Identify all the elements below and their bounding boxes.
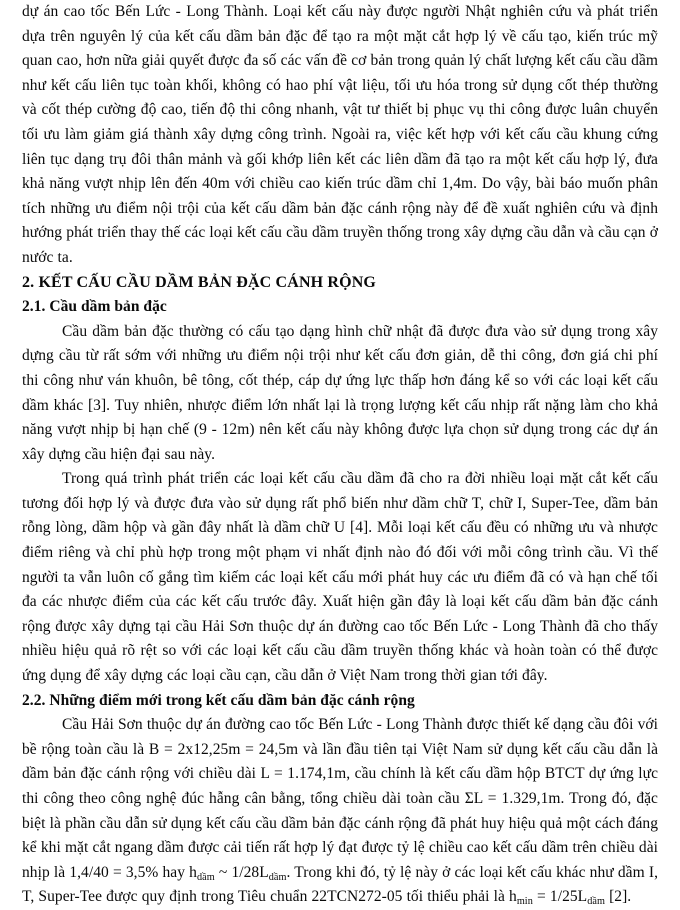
heading-section-2-1: 2.1. Cầu dầm bản đặc (22, 298, 167, 316)
subscript-h-dam: dầm (196, 871, 215, 883)
final-par-part1: Cầu Hải Sơn thuộc dự án đường cao tốc Bến Lức - Long Thành được thiết kế dạng cầu đôi với bề rộng toàn cầu là B = 2x12,25m = 24,5m và lần đầu tiên tại Việt Nam sử dụng kết cấu cầu dẫn là dầm bản đặc cánh rộng với chiều dài L = 1.174,1m, cầu chính là kết cấu dầm hộp BTCT dự ứng lực thi công theo công nghệ đúc hẫng cân bằng, tổng chiều dài toàn cầu (22, 716, 658, 807)
final-par-part2: Trong đó, đặc biệt là phần cầu dẫn sử dụng kết cấu cầu dầm bản đặc cánh rộng đã phát huy hiệu quả một cách đáng kể khi mặt cắt ngang dầm được cải tiến rất hợp lý đạt được tỷ lệ chiều cao kết cấu dầm trên chiều dài nhịp là 1,4/40 = 3,5% hay h (22, 790, 658, 881)
heading-section-2-2: 2.2. Những điểm mới trong kết cấu dầm bản đặc cánh rộng (22, 691, 415, 709)
final-par-part5: = 1/25L (532, 888, 588, 906)
paragraph-qua-trinh-phat-trien: Trong quá trình phát triển các loại kết cấu cầu dầm đã cho ra đời nhiều loại mặt cắt kết cấu tương đối hợp lý và được đưa vào sử dụng rất phổ biến như dầm chữ T, chữ I, Super-Tee, dầm bản rỗng lòng, dầm hộp và gần đây nhất là dầm chữ U [4]. Mỗi loại kết cấu đều có những ưu và nhược điểm riêng và chỉ phù hợp trong một phạm vi nhất định nào đó đối với mỗi công trình cầu. Vì thế người ta vẫn luôn cố gắng tìm kiếm các loại kết cấu mới phát huy các ưu điểm đã có và hạn chế tối đa các nhược điểm của các kết cấu trước đây. Xuất hiện gần đây là loại kết cấu dầm bản đặc cánh rộng được xây dựng tại cầu Hải Sơn thuộc dự án đường cao tốc Bến Lức - Long Thành đã cho thấy nhiều hiệu quả rõ rệt so với các loại kết cấu cầu dầm truyền thống khác và hoàn toàn có thể được ứng dụng để xây dựng các loại cầu cạn, cầu dẫn ở Việt Nam trong thời gian tới đây. (22, 470, 658, 685)
heading-section-2: 2. KẾT CẤU CẦU DẦM BẢN ĐẶC CÁNH RỘNG (22, 273, 376, 291)
final-par-sigma-length: ΣL = 1.329,1m. (464, 790, 565, 807)
paragraph-cau-hai-son (22, 713, 658, 910)
paragraph-cau-dam-ban-dac: Cầu dầm bản đặc thường có cấu tạo dạng hình chữ nhật đã được đưa vào sử dụng trong xây dựng cầu từ rất sớm với những ưu điểm nội trội như kết cấu đơn giản, dễ thi công, đơn giá chi phí thi công như ván khuôn, bê tông, cốt thép, cáp dự ứng lực thấp hơn đáng kể so với các loại kết cấu dầm khác [3]. Tuy nhiên, nhược điểm lớn nhất lại là trọng lượng kết cấu nhịp rất nặng làm cho khả năng vượt nhịp bị hạn chế (9 - 12m) nên kết cấu này không được lựa chọn sử dụng trong các dự án xây dựng cầu hiện đại sau này. (22, 322, 658, 463)
subscript-h-min: min (516, 896, 533, 908)
final-par-part3: ~ 1/28L (214, 863, 269, 881)
paragraph-intro-continued: dự án cao tốc Bến Lức - Long Thành. Loại kết cấu này được người Nhật nghiên cứu và phát triển dựa trên nguyên lý của kết cấu dầm bản đặc để tạo ra một mặt cắt hợp lý về cấu tạo, kiến trúc mỹ quan cao, hơn nữa giải quyết được đa số các vấn đề cơ bản trong quản lý chất lượng kết cấu cầu dầm như kết cấu liên tục toàn khối, không có hao phí vật liệu, tối ưu hóa trong sử dụng cốt thép thường và cốt thép cường độ cao, tiến độ thi công nhanh, vật tư thiết bị phục vụ thi công được luân chuyển tối ưu làm giảm giá thành xây dựng công trình. Ngoài ra, việc kết hợp với kết cấu cầu khung cứng liên tục dạng trụ đôi thân mảnh và gối khớp liên kết các liên dầm đã tạo ra một kết cấu hợp lý, đưa khả năng vượt nhịp lên đến 40m với chiều cao kiến trúc dầm chỉ 1,4m. Do vậy, bài báo muốn phân tích những ưu điểm nội trội của kết cấu dầm bản đặc cánh rộng này để đề xuất nghiên cứu và định hướng phát triển thay thế các loại kết cấu cầu dầm truyền thống trong xây dựng cầu dẫn và cầu cạn ở nước ta. (22, 3, 658, 266)
subscript-l-dam: dầm (268, 871, 287, 883)
subscript-l-dam-2: dầm (587, 896, 605, 908)
final-par-part4: . Trong khi đó, tỷ lệ này ở các loại kết cấu khác như dầm I, T, Super-Tee được quy định trong Tiêu chuẩn 22TCN272-05 tối thiểu phải là h (22, 863, 658, 906)
final-par-part6: [2]. (604, 888, 632, 906)
